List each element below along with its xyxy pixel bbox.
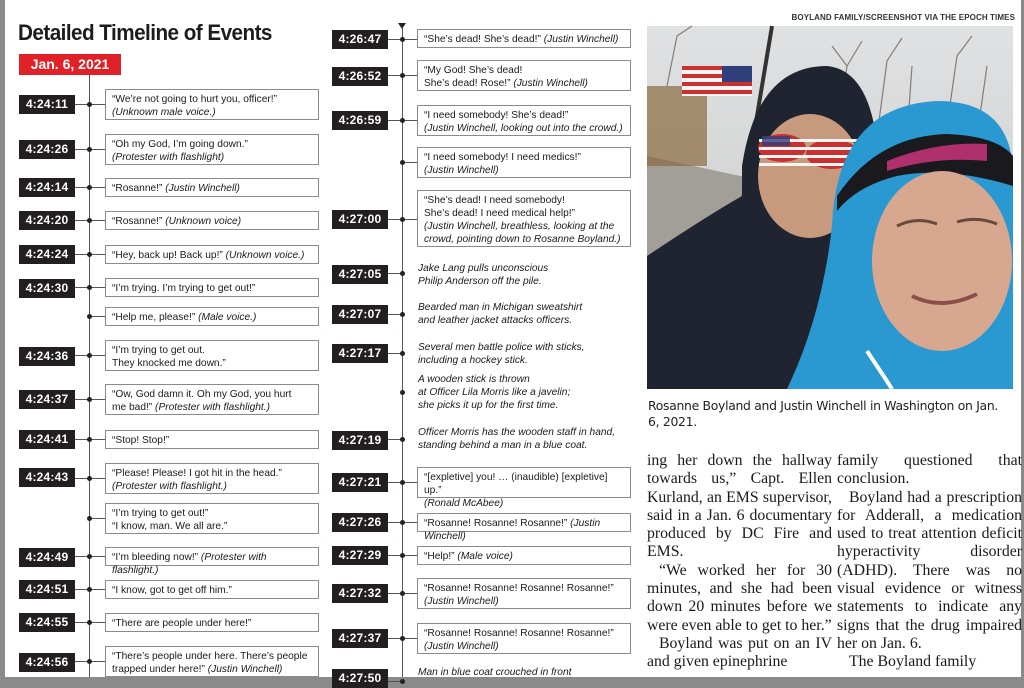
quote-text: “Ow, God damn it. Oh my God, you hurt me bad!” [112, 389, 292, 413]
timeline-dot [400, 480, 405, 485]
article-column-1 [647, 452, 832, 672]
quote-text: “She’s dead! She’s dead!” [424, 34, 541, 45]
timeline-dot [87, 554, 92, 559]
timeline-dot [87, 437, 92, 442]
quote-text: “I need somebody! She’s dead!” [424, 110, 569, 121]
quote-text: “I’m bleeding now!” [112, 552, 199, 563]
attribution-text: (Justin Winchell, looking out into the crowd.) [424, 123, 623, 134]
timestamp: 4:27:29 [332, 546, 388, 565]
attribution-text: (Ronald McAbee) [424, 498, 504, 509]
timeline-dot [87, 147, 92, 152]
quote-text: “My God! She’s dead! She’s dead! Rose!” [424, 65, 523, 89]
quote-box [105, 580, 319, 599]
quote-text: “Please! Please! I got hit in the head.” [112, 468, 282, 479]
timestamp: 4:24:26 [19, 140, 75, 159]
timeline-dot [400, 271, 405, 276]
timeline-dot [400, 553, 405, 558]
timestamp: 4:26:47 [332, 30, 388, 49]
article-paragraph: Boyland had a prescription for Adderall, a medication used to treat attention deficit hyperactivity disorder (ADHD). There was no visual evidence or witness statements to indicate any signs that the drug impaired her on Jan. 6. [837, 488, 1022, 652]
timestamp: 4:24:11 [19, 95, 75, 114]
quote-box [417, 29, 631, 48]
timestamp: 4:27:50 [332, 669, 388, 688]
quote-box [417, 60, 631, 91]
quote-box [105, 463, 319, 494]
article-paragraph: ing her down the hallway towards us,” Capt. Ellen Kurland, an EMS supervisor, said in a Jan. 6 documentary produced by DC Fire and EMS. [647, 452, 832, 561]
quote-box [417, 467, 631, 509]
timestamp: 4:27:21 [332, 473, 388, 492]
quote-text: “Rosanne! Rosanne! Rosanne! Rosanne!” [424, 583, 614, 594]
quote-box [417, 546, 631, 565]
event-description: Jake Lang pulls unconscious Philip Anderson off the pile. [418, 263, 549, 287]
timestamp: 4:24:37 [19, 390, 75, 409]
timestamp: 4:24:36 [19, 347, 75, 366]
timeline-dot [400, 37, 405, 42]
event-description: Bearded man in Michigan sweatshirt and leather jacket attacks officers. [418, 302, 583, 326]
timestamp: 4:24:30 [19, 279, 75, 298]
timeline-dot [400, 312, 405, 317]
timestamp: 4:27:05 [332, 265, 388, 284]
article-paragraph: family questioned that conclusion. [837, 452, 1022, 488]
quote-box [105, 307, 319, 326]
timestamp: 4:26:52 [332, 67, 388, 86]
article-paragraph: Boyland was put on an IV and given epinephrine [647, 634, 832, 671]
attribution-text: (Justin Winchell, breathless, looking at the crowd, pointing down to Rosanne Boyland.) [424, 221, 621, 245]
quote-box [105, 211, 319, 230]
attribution-text: (Unknown voice) [165, 216, 242, 227]
timeline-dot [87, 285, 92, 290]
timestamp: 4:27:32 [332, 584, 388, 603]
quote-text: “Oh my God, I’m going down.” [112, 139, 248, 150]
timestamp: 4:27:26 [332, 513, 388, 532]
attribution-text: (Justin Winchell) [424, 518, 601, 542]
quote-box [105, 613, 319, 632]
quote-text: “Help me, please!” [112, 312, 196, 323]
timestamp: 4:27:00 [332, 210, 388, 229]
timeline-dot [87, 587, 92, 592]
timeline-dot [400, 591, 405, 596]
photo-credit: BOYLAND FAMILY/SCREENSHOT VIA THE EPOCH TIMES [791, 13, 1015, 22]
timeline-dot [87, 516, 92, 521]
timestamp: 4:26:59 [332, 111, 388, 130]
timestamp: 4:27:19 [332, 431, 388, 450]
timeline-dot [400, 437, 405, 442]
quote-box [105, 503, 319, 534]
timeline-dot [87, 314, 92, 319]
event-description: A wooden stick is thrown at Officer Lila Morris like a javelin; she picks it up for the first time. [418, 374, 571, 411]
quote-box [105, 134, 319, 165]
quote-text: “There are people under here!” [112, 618, 252, 629]
quote-text: “We’re not going to hurt you, officer!” [112, 94, 277, 105]
quote-text: “I’m trying. I’m trying to get out!” [112, 283, 256, 294]
date-badge: Jan. 6, 2021 [19, 54, 121, 75]
quote-box [417, 578, 631, 609]
timeline-dot [400, 160, 405, 165]
quote-box [105, 384, 319, 415]
timestamp: 4:24:43 [19, 468, 75, 487]
event-description: Several men battle police with sticks, including a hockey stick. [418, 342, 585, 366]
quote-box [105, 245, 319, 264]
quote-text: “Stop! Stop!” [112, 435, 170, 446]
photo [647, 26, 1013, 389]
quote-box [417, 623, 631, 654]
attribution-text: (Protester with flashlight.) [112, 552, 267, 576]
timestamp: 4:24:41 [19, 430, 75, 449]
timeline-dot [87, 218, 92, 223]
timeline-dot [87, 252, 92, 257]
timeline-dot [87, 620, 92, 625]
photo-caption: Rosanne Boyland and Justin Winchell in Washington on Jan. 6, 2021. [648, 398, 999, 429]
quote-text: “I’m trying to get out!” “I know, man. We all are.” [112, 508, 228, 532]
timestamp: 4:27:17 [332, 344, 388, 363]
timestamp: 4:24:56 [19, 653, 75, 672]
quote-text: “[expletive] you! … (inaudible) [expletive] up.” [424, 472, 608, 496]
quote-box [105, 646, 319, 677]
quote-text: “Help!” [424, 551, 455, 562]
quote-box [417, 105, 631, 136]
timestamp: 4:24:14 [19, 178, 75, 197]
quote-text: “Hey, back up! Back up!” [112, 250, 223, 261]
timeline-dot [400, 73, 405, 78]
quote-text: “Rosanne! Rosanne! Rosanne! Rosanne!” [424, 628, 614, 639]
timeline-dot [87, 353, 92, 358]
attribution-text: (Male voice.) [198, 312, 257, 323]
timestamp: 4:27:07 [332, 305, 388, 324]
event-description: Officer Morris has the wooden staff in hand, standing behind a man in a blue coat. [418, 427, 616, 451]
event-description: Man in blue coat crouched in front [418, 667, 572, 678]
quote-box [105, 547, 319, 576]
quote-text: “There’s people under here. There’s people trapped under here!” [112, 651, 308, 675]
attribution-text: (Protester with flashlight.) [155, 402, 270, 413]
quote-text: “She’s dead! I need somebody! She’s dead! I need medical help!” [424, 195, 576, 219]
quote-box [105, 340, 319, 371]
timestamp: 4:27:37 [332, 629, 388, 648]
attribution-text: (Justin Winchell) [543, 34, 619, 45]
attribution-text: (Justin Winchell) [165, 183, 240, 194]
quote-box [417, 513, 631, 542]
timeline-dot [400, 118, 405, 123]
quote-box [105, 430, 319, 449]
quote-text: “Rosanne! Rosanne! Rosanne!” [424, 518, 568, 529]
quote-box [105, 89, 319, 120]
attribution-text: (Male voice) [457, 551, 513, 562]
attribution-text: (Justin Winchell) [424, 165, 499, 176]
attribution-text: (Justin Winchell) [424, 596, 499, 607]
article-paragraph: The Boyland family [849, 653, 977, 671]
quote-text: “I need somebody! I need medics!” [424, 152, 581, 163]
timestamp: 4:24:20 [19, 211, 75, 230]
timeline-dot [87, 185, 92, 190]
timestamp: 4:24:49 [19, 548, 75, 567]
timeline-dot [400, 351, 405, 356]
quote-box [105, 278, 319, 297]
timeline-dot [400, 390, 405, 395]
quote-box [105, 178, 319, 197]
timeline-dot [400, 520, 405, 525]
attribution-text: (Unknown voice.) [225, 250, 305, 261]
article-paragraph: “We worked her for 30 minutes, and she had been down 20 minutes before we were even able to get to her.” [647, 561, 832, 634]
attribution-text: (Justin Winchell) [513, 78, 588, 89]
timestamp: 4:24:24 [19, 245, 75, 264]
timeline-dot [87, 659, 92, 664]
flag-icon [682, 66, 752, 96]
timeline-dot [400, 217, 405, 222]
article-column-2 [837, 452, 1022, 672]
quote-box [417, 190, 631, 247]
attribution-text: (Protester with flashlight.) [112, 481, 227, 492]
timeline-dot [87, 397, 92, 402]
quote-text: “I’m trying to get out. They knocked me down.” [112, 345, 226, 369]
timeline-title: Detailed Timeline of Events [18, 20, 272, 45]
attribution-text: (Justin Winchell) [207, 664, 283, 675]
quote-text: “Rosanne!” [112, 183, 163, 194]
photo-illustration [647, 26, 1013, 389]
attribution-text: (Protester with flashlight) [112, 152, 225, 163]
timeline-dot [87, 102, 92, 107]
attribution-text: (Justin Winchell) [424, 641, 499, 652]
timestamp: 4:24:51 [19, 580, 75, 599]
quote-text: “Rosanne!” [112, 216, 163, 227]
attribution-text: (Unknown male voice.) [112, 107, 216, 118]
timeline-dot [87, 476, 92, 481]
quote-text: “I know, got to get off him.” [112, 585, 232, 596]
timeline-dot [400, 679, 405, 684]
newspaper-page [5, 0, 1022, 685]
timestamp: 4:24:55 [19, 613, 75, 632]
timeline-dot [400, 636, 405, 641]
flag-glasses [758, 134, 858, 169]
quote-box [417, 147, 631, 178]
